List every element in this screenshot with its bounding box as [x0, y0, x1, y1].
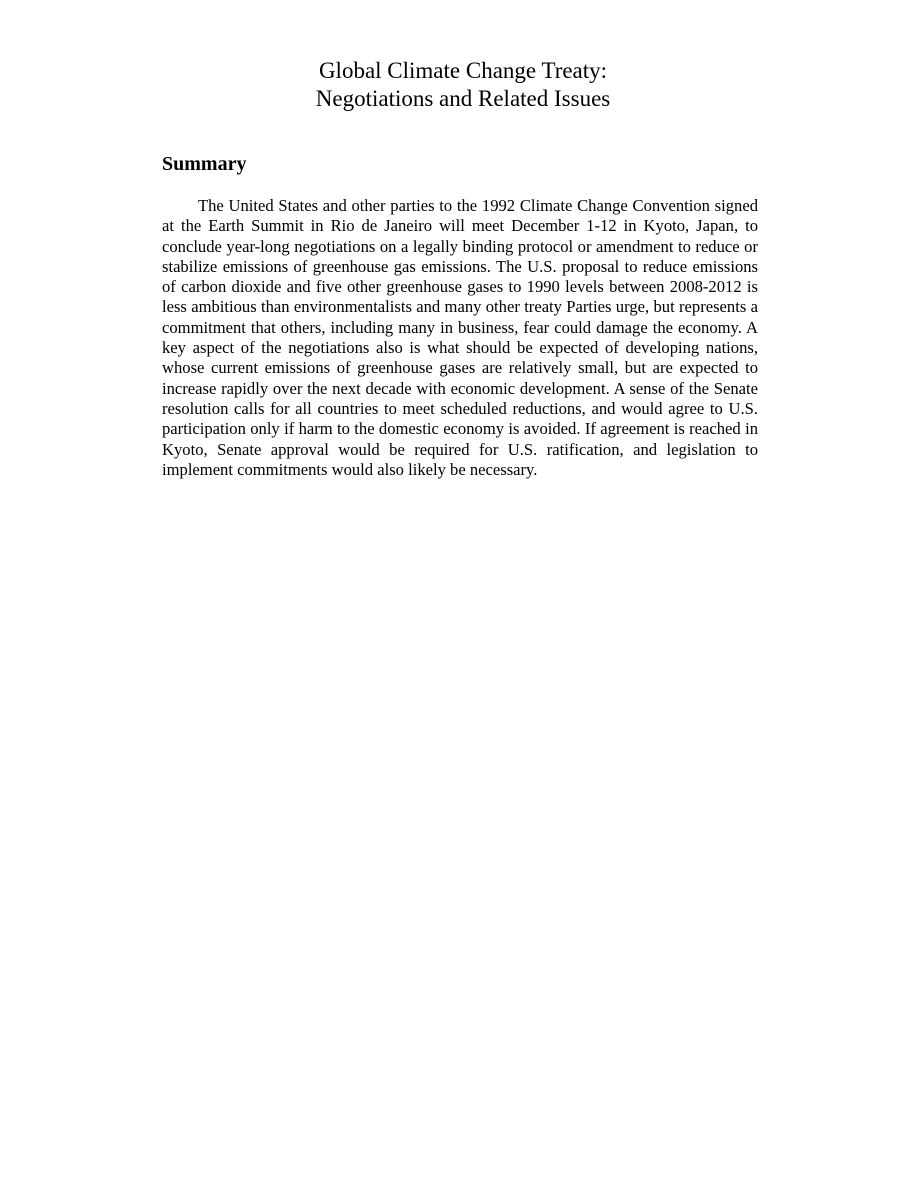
title-line-2: Negotiations and Related Issues — [315, 86, 611, 111]
summary-heading: Summary — [162, 153, 247, 175]
title-line-1: Global Climate Change Treaty: — [318, 58, 608, 83]
summary-paragraph: The United States and other parties to the 1992 Climate Change Convention signed at the Earth Summit in Rio de Janeiro will meet December 1-12 in Kyoto, Japan, to conclude year-long negotiations on a legally binding protocol or amendment to reduce or stabilize emissions of greenhouse gas emissions. The U.S. proposal to reduce emissions of carbon dioxide and five other greenhouse gases to 1990 levels between 2008-2012 is less ambitious than environmentalists and many other treaty Parties urge, but represents a commitment that others, including many in business, fear could damage the economy. A key aspect of the negotiations also is what should be expected of developing nations, whose current emissions of greenhouse gases are relatively small, but are expected to increase rapidly over the next decade with economic development. A sense of the Senate resolution calls for all countries to meet scheduled reductions, and would agree to U.S. participation only if harm to the domestic economy is avoided. If agreement is reached in Kyoto, Senate approval would be required for U.S. ratification, and legislation to implement commitments would also likely be necessary. — [162, 196, 758, 479]
document-title — [0, 57, 920, 113]
